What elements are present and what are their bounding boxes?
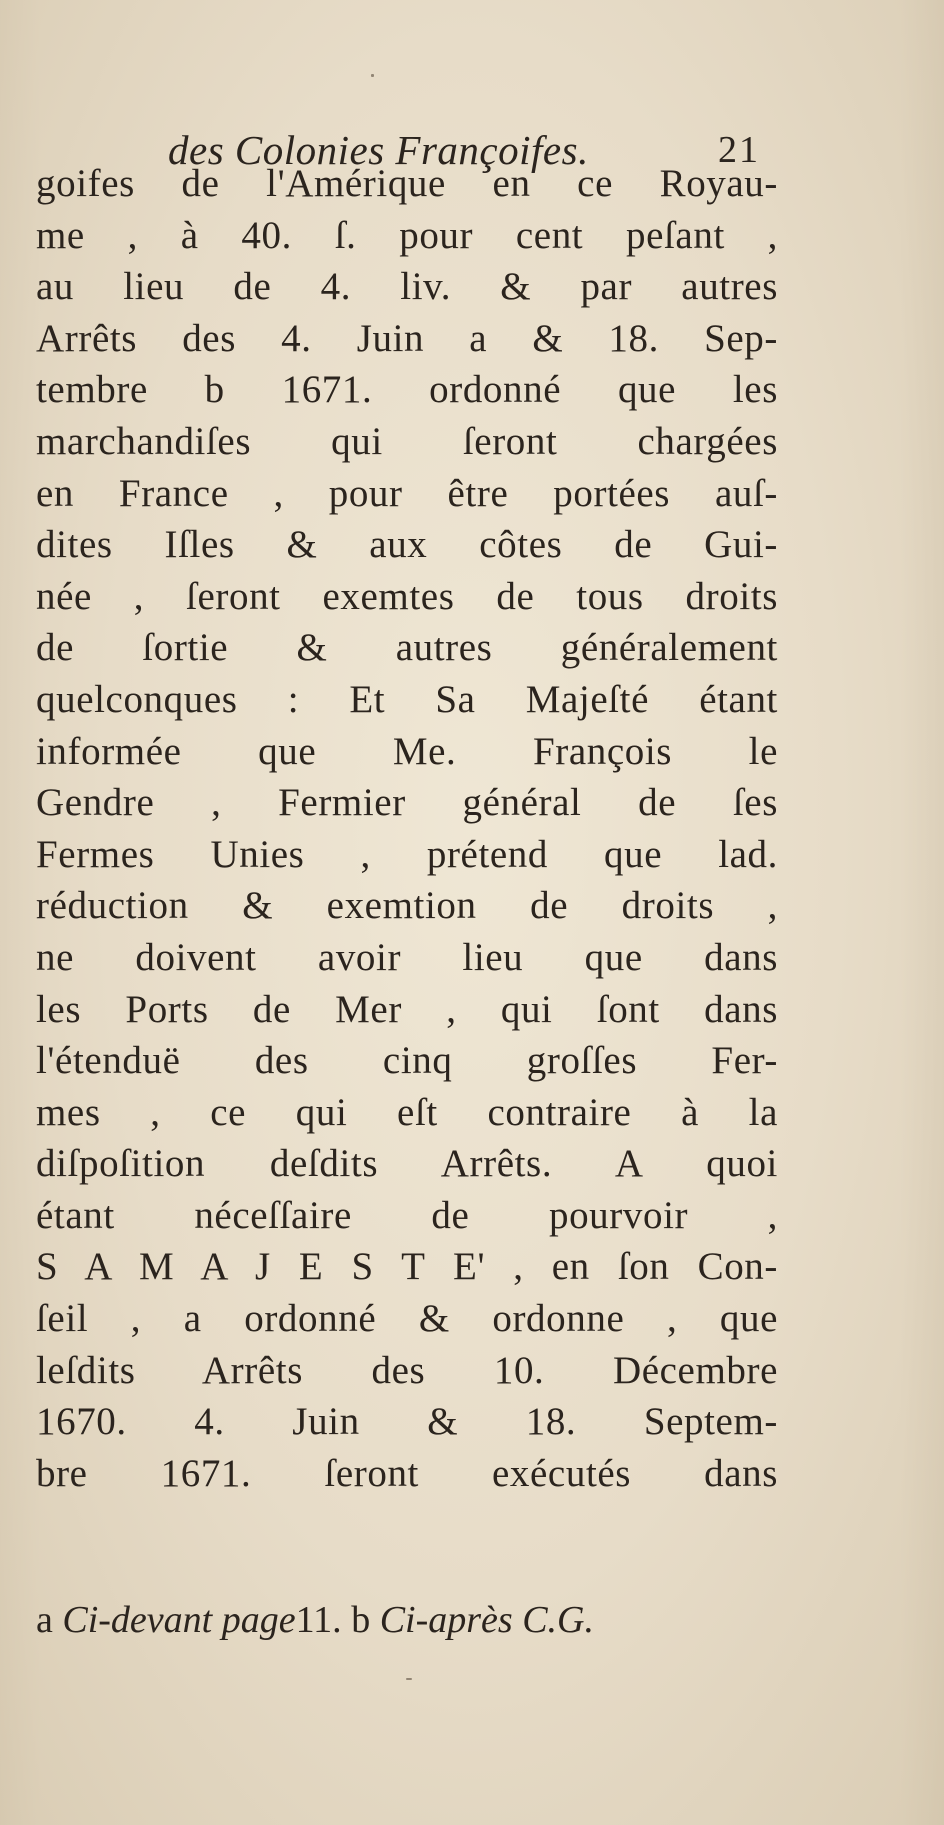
footnote-a-page: 11.	[295, 1599, 342, 1641]
text-line: ſeil , a ordonné & ordonne , que	[36, 1297, 778, 1341]
text-line: réduction & exemtion de droits ,	[36, 884, 778, 928]
footnote-a-mark: a	[36, 1599, 53, 1641]
text-line: bre 1671. ſeront exécutés dans	[36, 1451, 778, 1495]
text-line: me , à 40. ſ. pour cent peſant ,	[36, 213, 778, 257]
text-line: 1670. 4. Juin & 18. Septem-	[36, 1400, 778, 1444]
text-line: diſpoſition deſdits Arrêts. A quoi	[36, 1142, 778, 1186]
text-line: quelconques : Et Sa Majeſté étant	[36, 677, 778, 721]
running-title: des Colonies Françoifes.	[168, 127, 589, 173]
footnote-b-mark: b	[351, 1599, 371, 1641]
text-line: née , ſeront exemtes de tous droits	[36, 574, 778, 618]
text-line: mes , ce qui eſt contraire à la	[36, 1090, 778, 1134]
text-line: l'étenduë des cinq groſſes Fer-	[36, 1039, 778, 1083]
footnote-b-ref: Ci-après C.G.	[379, 1599, 594, 1641]
text-line: goifes de l'Amérique en ce Royau-	[36, 162, 778, 205]
paper-speck	[371, 74, 374, 77]
footnote-a-ref: Ci-devant page	[62, 1599, 296, 1641]
text-line: au lieu de 4. liv. & par autres	[36, 265, 778, 309]
text-line: tembre b 1671. ordonné que les	[36, 368, 778, 412]
text-line: en France , pour être portées auſ-	[36, 471, 778, 515]
text-line: dites Iſles & aux côtes de Gui-	[36, 523, 778, 567]
text-line: Arrêts des 4. Juin a & 18. Sep-	[36, 316, 778, 360]
footnotes	[36, 1590, 778, 1650]
text-line: ne doivent avoir lieu que dans	[36, 935, 778, 979]
text-line: leſdits Arrêts des 10. Décembre	[36, 1348, 778, 1392]
page-number: 21	[718, 129, 760, 171]
text-line: de ſortie & autres généralement	[36, 626, 778, 670]
text-line: les Ports de Mer , qui ſont dans	[36, 987, 778, 1031]
text-line: Fermes Unies , prétend que lad.	[36, 832, 778, 876]
text-line: S A M A J E S T E' , en ſon Con-	[36, 1245, 778, 1289]
text-line: marchandiſes qui ſeront chargées	[36, 419, 778, 463]
text-line: étant néceſſaire de pourvoir ,	[36, 1193, 778, 1237]
paper-speck	[406, 1678, 412, 1680]
text-line: Gendre , Fermier général de ſes	[36, 781, 778, 825]
body-text	[36, 158, 778, 1499]
text-line: informée que Me. François le	[36, 729, 778, 773]
